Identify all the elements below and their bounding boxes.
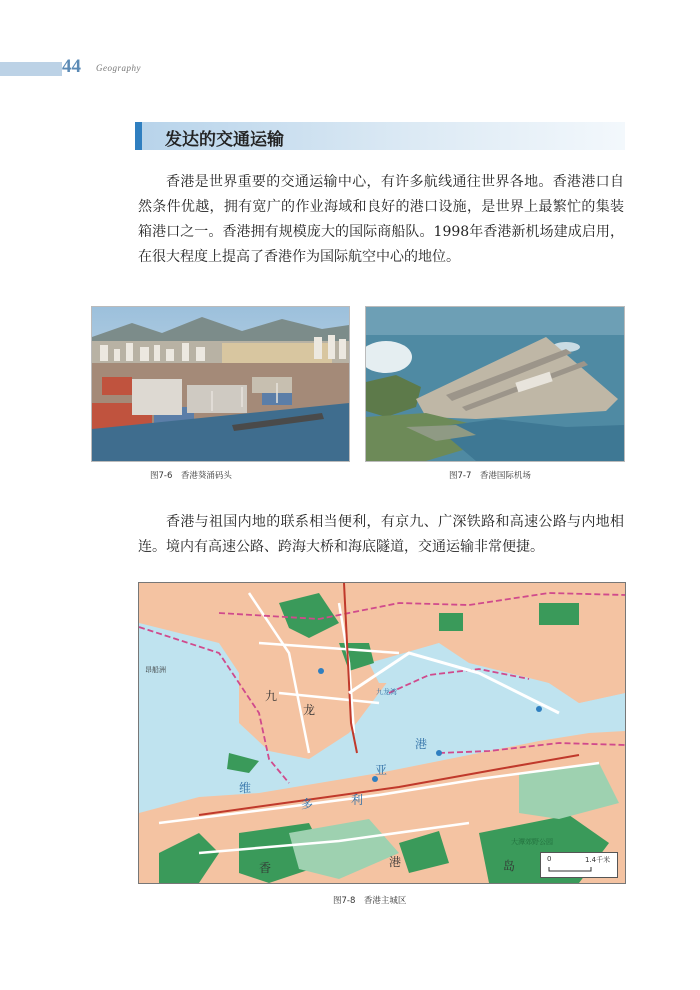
hong-kong-city-map xyxy=(138,582,626,884)
scale-line xyxy=(541,853,617,877)
map-label-kowloon-1: 九 xyxy=(265,689,278,703)
paragraph-1: 香港是世界重要的交通运输中心，有许多航线通往世界各地。香港港口自然条件优越，拥有宽广的作业海域和良好的港口设施，是世界上最繁忙的集装箱港口之一。香港拥有规模庞大的国际商船队。1998年香港新机场建成启用，在很大程度上提高了香港作为国际航空中心的地位。 xyxy=(138,174,624,265)
section-title: 发达的交通运输 xyxy=(165,130,284,150)
page-number: 44 xyxy=(62,56,81,77)
map-label-harbor-2: 维 xyxy=(239,781,252,795)
map-scale-bar xyxy=(540,852,618,878)
figure-7-8-caption: 图7-8 香港主城区 xyxy=(333,896,407,906)
map-label-harbor-4: 利 xyxy=(351,793,364,807)
map-label-harbor-5: 亚 xyxy=(375,763,388,777)
map-label-hk-1: 香 xyxy=(259,861,272,875)
running-title: Geography xyxy=(96,63,141,73)
map-label-island: 岛 xyxy=(503,859,516,873)
airport-image xyxy=(366,307,624,461)
section-heading xyxy=(135,122,625,150)
map-label-harbor-1: 港 xyxy=(415,737,428,751)
map-label-hk-2: 港 xyxy=(389,855,402,869)
map-label-kowloon-2: 龙 xyxy=(303,703,316,717)
photo-airport xyxy=(365,306,625,462)
scale-end: 1.4千米 xyxy=(585,856,611,864)
figure-7-6-caption: 图7-6 香港葵涌码头 xyxy=(150,471,232,481)
map-label-bay: 九龙湾 xyxy=(376,688,397,696)
map-label-island-west: 昂船洲 xyxy=(145,666,166,674)
section-heading-bar xyxy=(135,122,142,150)
map-label-harbor-3: 多 xyxy=(301,797,314,811)
scale-zero: 0 xyxy=(547,855,552,863)
page-number-bar xyxy=(0,62,62,76)
map-label-country-park: 大潭郊野公园 xyxy=(511,838,553,846)
figure-7-7-caption: 图7-7 香港国际机场 xyxy=(449,471,531,481)
photo-container-terminal xyxy=(91,306,350,462)
paragraph-2: 香港与祖国内地的联系相当便利，有京九、广深铁路和高速公路与内地相连。境内有高速公路、跨海大桥和海底隧道，交通运输非常便捷。 xyxy=(138,514,624,555)
container-terminal-image xyxy=(92,307,349,461)
